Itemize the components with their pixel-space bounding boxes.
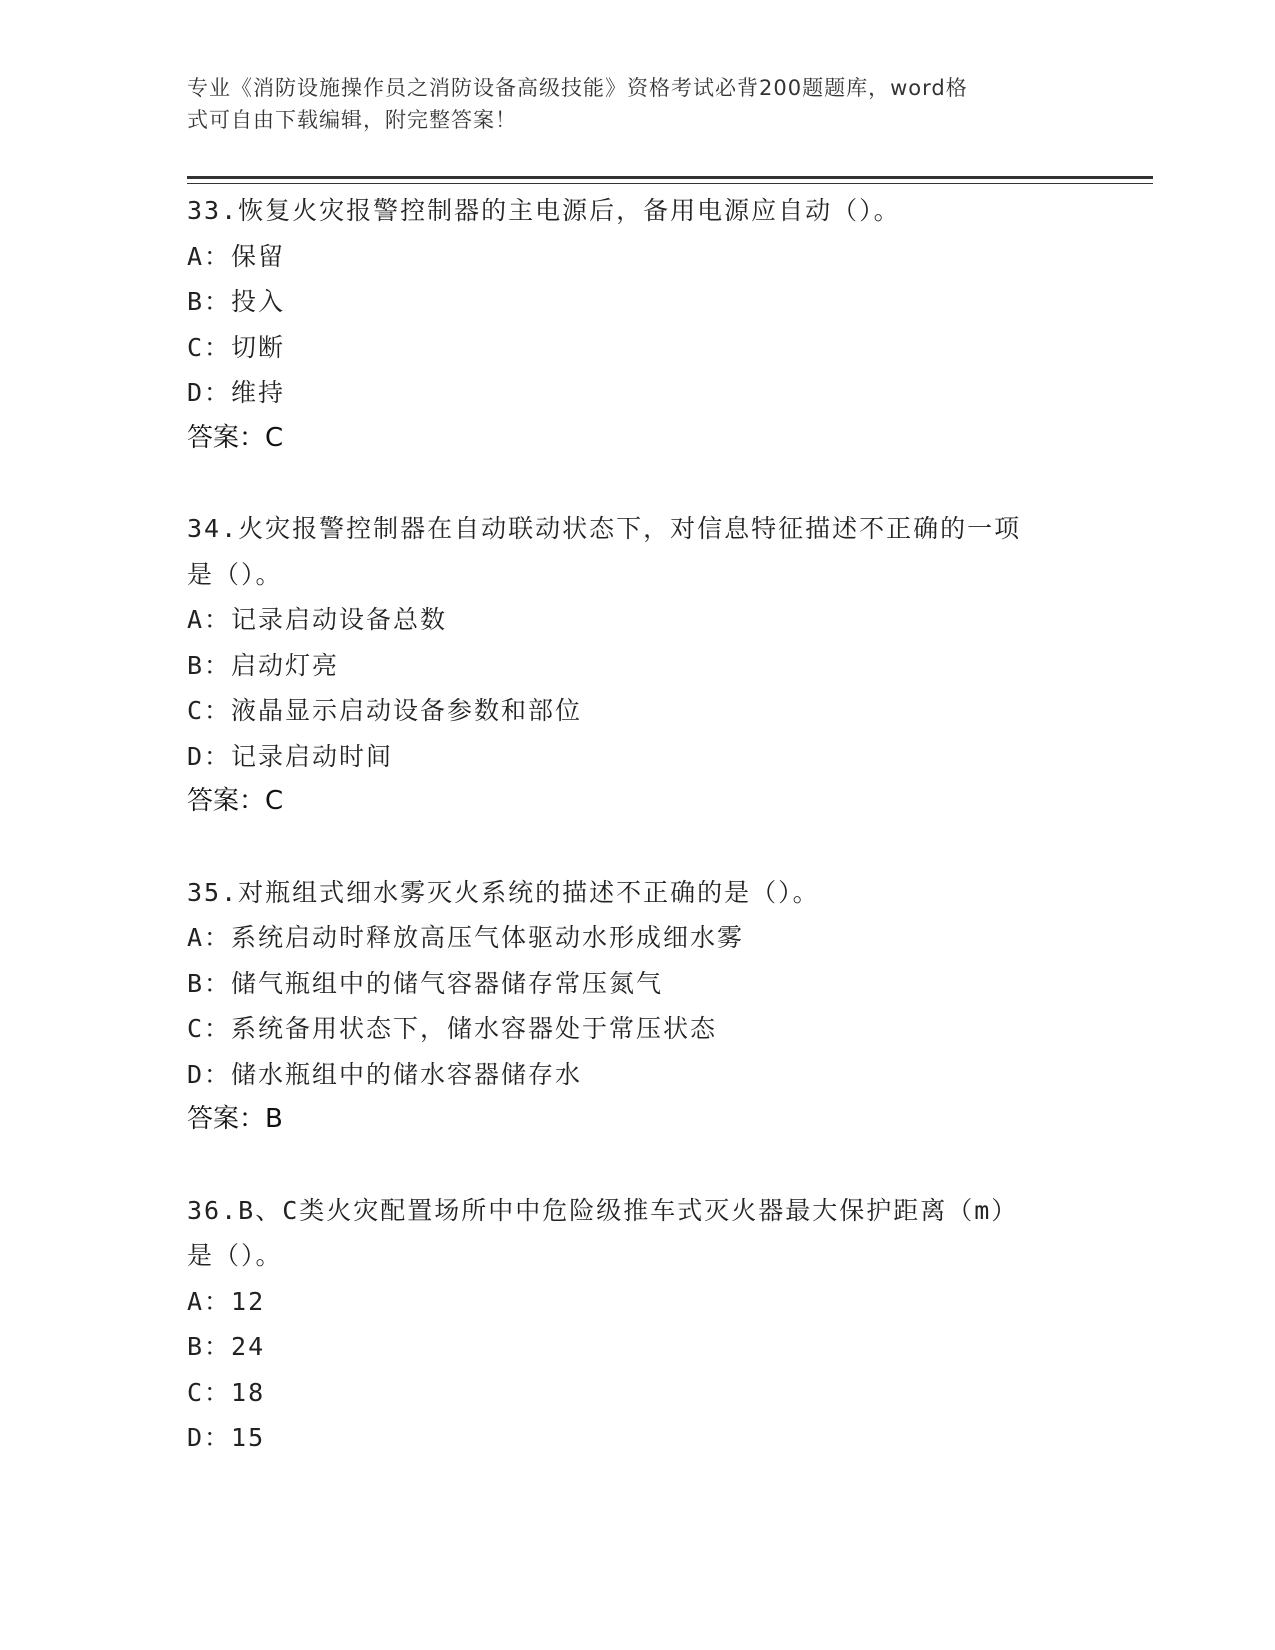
question-35 <box>187 870 1087 1143</box>
question-33 <box>187 188 1087 461</box>
question-text-continued: 是（）。 <box>187 559 283 589</box>
option-b: B：投入 <box>187 287 286 316</box>
option-b: B：24 <box>187 1332 266 1361</box>
answer-label: 答案：C <box>187 786 284 816</box>
question-list <box>187 188 1087 1506</box>
question-36 <box>187 1188 1087 1461</box>
question-text: 34.火灾报警控制器在自动联动状态下，对信息特征描述不正确的一项 <box>187 514 1022 543</box>
option-c: C：系统备用状态下，储水容器处于常压状态 <box>187 1014 718 1043</box>
header-divider-thick <box>187 176 1153 179</box>
option-c: C：切断 <box>187 332 286 362</box>
option-d: D：记录启动时间 <box>187 741 394 771</box>
option-b: B：储气瓶组中的储气容器储存常压氮气 <box>187 968 664 998</box>
option-a: A：系统启动时释放高压气体驱动水形成细水雾 <box>187 923 745 952</box>
option-c: C：液晶显示启动设备参数和部位 <box>187 696 583 725</box>
option-c: C：18 <box>187 1377 266 1407</box>
question-34 <box>187 506 1087 825</box>
option-b: B：启动灯亮 <box>187 650 340 680</box>
answer-label: 答案：B <box>187 1104 283 1134</box>
option-d: D：储水瓶组中的储水容器储存水 <box>187 1059 583 1089</box>
question-text: 36.B、C类火灾配置场所中中危险级推车式灭火器最大保护距离（m） <box>187 1195 1019 1225</box>
document-header <box>187 72 1067 136</box>
option-a: A：保留 <box>187 241 286 271</box>
question-text: 33.恢复火灾报警控制器的主电源后，备用电源应自动（）。 <box>187 196 901 225</box>
question-text: 35.对瓶组式细水雾灭火系统的描述不正确的是（）。 <box>187 877 820 907</box>
option-d: D：15 <box>187 1423 266 1452</box>
header-line-1: 专业《消防设施操作员之消防设备高级技能》资格考试必背200题题库，word格 <box>187 76 968 100</box>
option-a: A：记录启动设备总数 <box>187 605 448 634</box>
option-a: A：12 <box>187 1286 266 1316</box>
header-divider-thin <box>187 183 1153 184</box>
answer-label: 答案：C <box>187 422 284 453</box>
header-line-2: 式可自由下载编辑，附完整答案！ <box>187 108 517 132</box>
option-d: D：维持 <box>187 378 286 407</box>
question-text-continued: 是（）。 <box>187 1241 283 1270</box>
